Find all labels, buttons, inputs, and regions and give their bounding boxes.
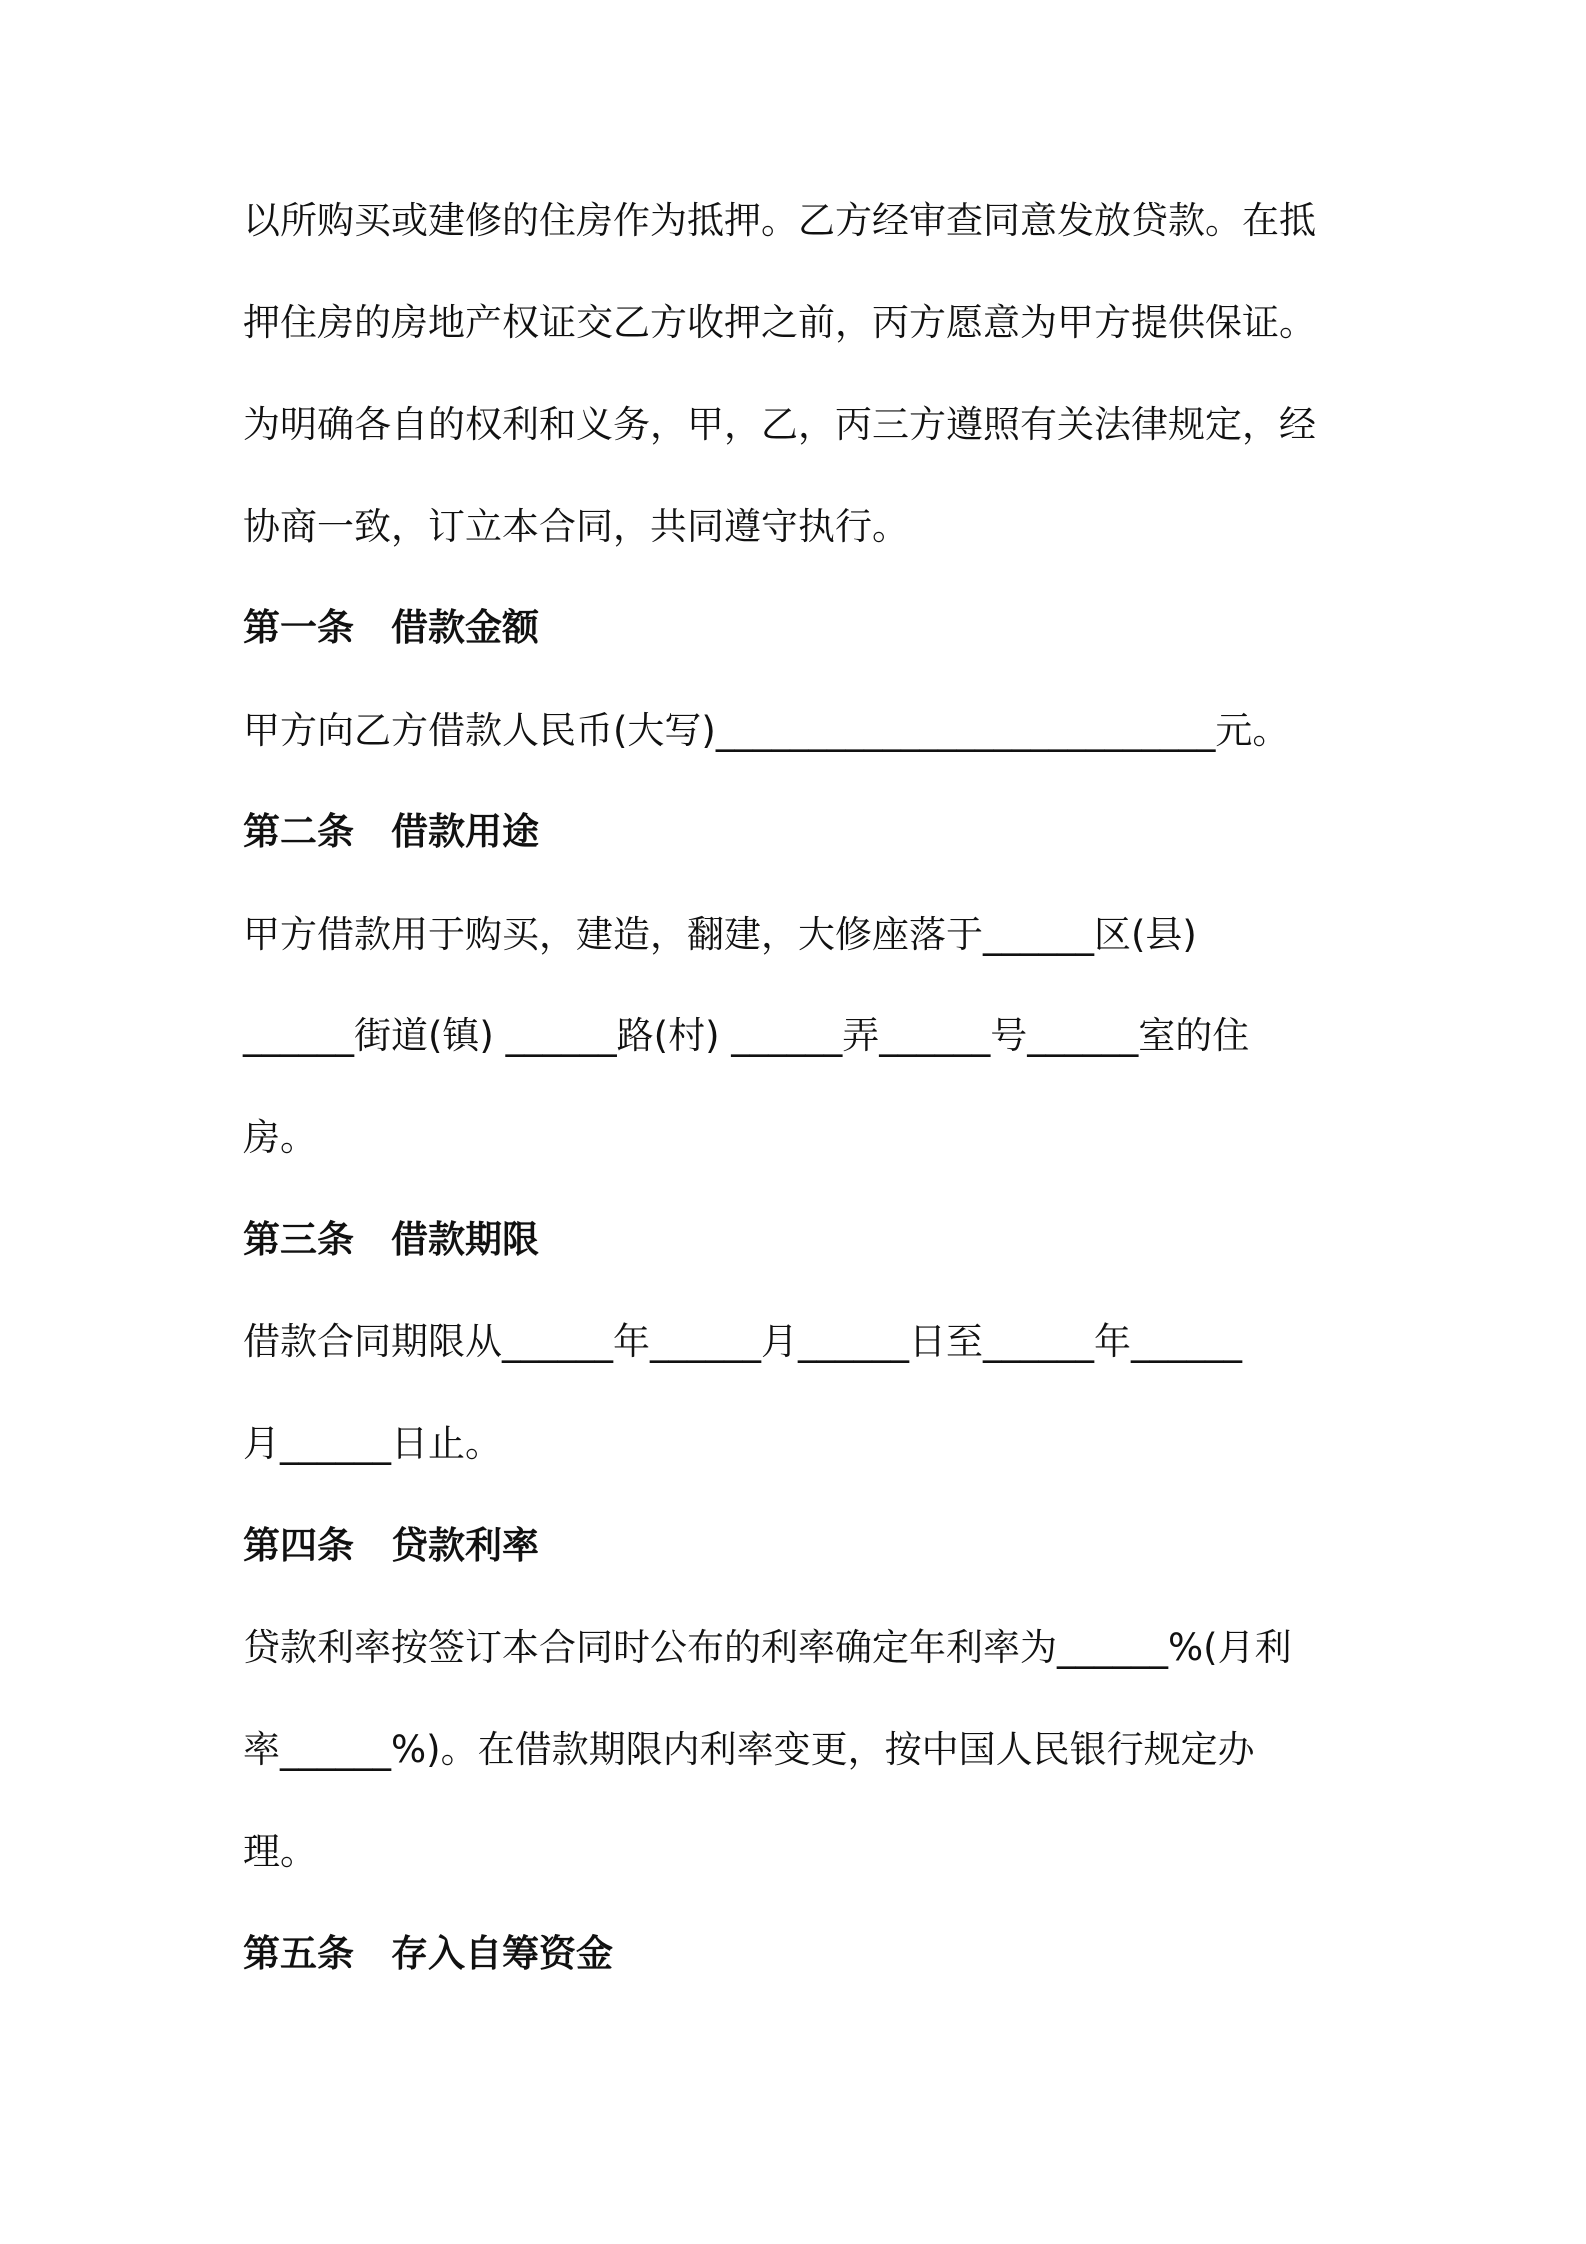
- paragraph-line: 贷款利率按签订本合同时公布的利率确定年利率为______%(月利: [243, 1626, 1292, 1669]
- paragraph-line: 甲方借款用于购买，建造，翻建，大修座落于______区(县): [243, 913, 1197, 956]
- paragraph-line: 借款合同期限从______年______月______日至______年______: [243, 1320, 1242, 1363]
- paragraph-line: 押住房的房地产权证交乙方收押之前，丙方愿意为甲方提供保证。: [243, 301, 1316, 344]
- article-heading: 第二条 借款用途: [243, 810, 539, 853]
- paragraph-line: ______街道(镇) ______路(村) ______弄______号______室的住: [243, 1014, 1250, 1057]
- paragraph-line: 月______日止。: [243, 1422, 502, 1465]
- paragraph-line: 理。: [243, 1830, 317, 1873]
- article-heading: 第五条 存入自筹资金: [243, 1932, 613, 1975]
- article-heading: 第三条 借款期限: [243, 1218, 539, 1261]
- paragraph-line: 以所购买或建修的住房作为抵押。乙方经审查同意发放贷款。在抵: [243, 199, 1316, 242]
- paragraph-line: 房。: [243, 1116, 317, 1159]
- paragraph-line: 协商一致，订立本合同，共同遵守执行。: [243, 505, 909, 548]
- article-heading: 第四条 贷款利率: [243, 1524, 539, 1567]
- paragraph-line: 甲方向乙方借款人民币(大写)___________________________元。: [243, 709, 1290, 752]
- paragraph-line: 为明确各自的权利和义务，甲，乙，丙三方遵照有关法律规定，经: [243, 403, 1316, 446]
- article-heading: 第一条 借款金额: [243, 606, 539, 649]
- paragraph-line: 率______%)。在借款期限内利率变更，按中国人民银行规定办: [243, 1728, 1255, 1771]
